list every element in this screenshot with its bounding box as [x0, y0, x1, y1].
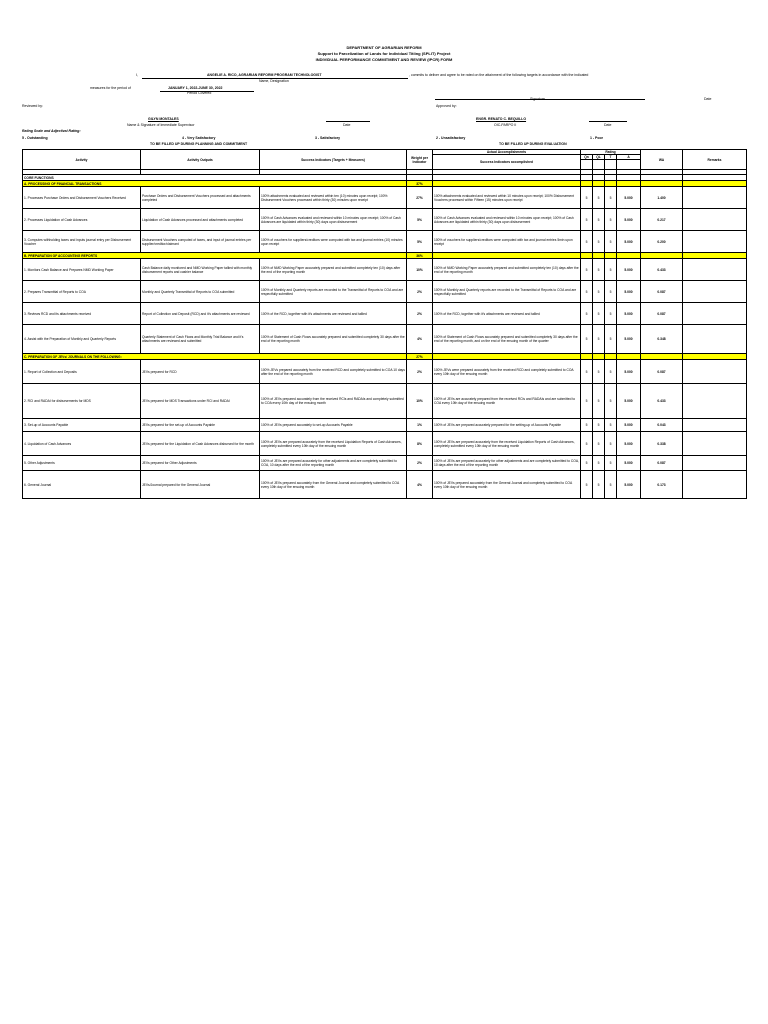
- header-project: Support to Parcelization of Lands for Individual Titling (SPLIT) Project: [317, 51, 451, 56]
- col-wa-header: WA: [641, 150, 683, 170]
- approver-date-label: Date: [604, 123, 612, 127]
- activity-cell: 1. Monitors Cash Balance and Prepares NMD Working Paper: [23, 259, 141, 281]
- a-cell: 5.000: [617, 456, 641, 471]
- approver-caption: OIC-PARPO II: [494, 123, 517, 127]
- section-title: A. PROCESSING OF FINANCIAL TRANSACTIONS: [23, 181, 407, 187]
- weight-cell: 2%: [407, 303, 433, 325]
- actual-cell: 100% of Statement of Cash Flows accurately prepared and submitted completely 30 days after the end of the reporting month, and on the end of the ensuing month of the quarter: [433, 325, 581, 354]
- reviewer-caption: Name & Signature of Immediate Supervisor: [127, 123, 195, 127]
- actual-cell: 100% of JEVs are prepared accurately for other adjustments and are completely submitted to COA, 10 days after the end of the reporting month: [433, 456, 581, 471]
- t-cell: 5: [605, 360, 617, 384]
- outputs-cell: Disbursement Vouchers computed of taxes, and input of journal entries per supplier/creditor/claimant: [141, 231, 260, 253]
- employee-name-caption: Name, Designation: [259, 79, 289, 83]
- outputs-cell: JEVs prepared for the Liquidation of Cash Advances disbursed for the month: [141, 432, 260, 456]
- indicators-cell: 100% of Monthly and Quarterly reports are recorded to the Transmittal of Reports to COA and are respectfully submitted: [260, 281, 407, 303]
- activity-cell: 5. Other Adjustments: [23, 456, 141, 471]
- wa-cell: 0.087: [641, 360, 683, 384]
- a-cell: 5.000: [617, 325, 641, 354]
- rating-outstanding: 5 - Outstanding: [22, 136, 48, 140]
- outputs-cell: Quarterly Statement of Cash Flows and Monthly Trial Balance and it's attachments are reviewed and submitted: [141, 325, 260, 354]
- remarks-cell: [683, 209, 747, 231]
- t-cell: 5: [605, 209, 617, 231]
- weight-cell: 2%: [407, 360, 433, 384]
- reviewer-date-line: [326, 121, 370, 122]
- a-cell: 5.000: [617, 209, 641, 231]
- measures-label: measures for the period of: [90, 86, 131, 90]
- remarks-cell: [683, 419, 747, 432]
- table-row: [23, 259, 747, 281]
- wa-cell: 0.087: [641, 303, 683, 325]
- section-title: C. PREPARATION OF JEVs/ JOURNALS ON THE FOLLOWING:: [23, 354, 407, 360]
- t-cell: 5: [605, 187, 617, 209]
- qn-cell: 5: [581, 432, 593, 456]
- section-weight: 37%: [407, 181, 433, 187]
- a-cell: 5.000: [617, 471, 641, 499]
- ql-cell: 5: [593, 471, 605, 499]
- remarks-cell: [683, 187, 747, 209]
- outputs-cell: Monthly and Quarterly Transmittal of Reports to COA submitted: [141, 281, 260, 303]
- a-cell: 5.000: [617, 419, 641, 432]
- outputs-cell: JEVs prepared for the set-up of Accounts Payable: [141, 419, 260, 432]
- section-weight: 36%: [407, 253, 433, 259]
- t-cell: 5: [605, 325, 617, 354]
- activity-cell: 3. Reviews RCD and its attachments received: [23, 303, 141, 325]
- table-row: [23, 471, 747, 499]
- activity-cell: 2. RCI and RADAI for disbursements for MDS: [23, 384, 141, 419]
- wa-cell: 0.348: [641, 325, 683, 354]
- wa-cell: 0.217: [641, 209, 683, 231]
- approver-date-line: [589, 121, 627, 122]
- table-row: [23, 209, 747, 231]
- outputs-cell: JEVs/Journal prepared for the General Journal: [141, 471, 260, 499]
- a-cell: 5.000: [617, 303, 641, 325]
- actual-cell: 100% JEVs were prepared accurately from the received RCD and completely submitted to COA every 10th day of the ensuing month: [433, 360, 581, 384]
- a-cell: 5.000: [617, 259, 641, 281]
- col-qn-header: Qn: [581, 155, 593, 160]
- table-row: [23, 281, 747, 303]
- activity-cell: 6. General Journal: [23, 471, 141, 499]
- qn-cell: 5: [581, 209, 593, 231]
- weight-cell: 5%: [407, 231, 433, 253]
- rating-poor: 1 - Poor: [590, 136, 604, 140]
- indicators-cell: 100% JEVs prepared accurately from the received RCD and completely submitted to COA 10 days after the end of the reporting month: [260, 360, 407, 384]
- wa-cell: 0.200: [641, 231, 683, 253]
- indicators-cell: 100% of JEVs prepared accurately from the General Journal and completely submitted to COA every 10th day of the ensuing month: [260, 471, 407, 499]
- indicators-cell: 100% of NMD Working Paper accurately prepared and submitted completely ten (10) days after the end of the reporting month: [260, 259, 407, 281]
- indicators-cell: 100% of Cash Advances evaluated and reviewed within 10 minutes upon receipt; 100% of Cash Advances are liquidated within thirty (30) days upon disbursement: [260, 209, 407, 231]
- table-row: [23, 456, 747, 471]
- outputs-cell: Report of Collection and Deposit (RCD) and it's attachments are reviewed: [141, 303, 260, 325]
- col-weight-header: Weight per Indicator: [407, 150, 433, 170]
- remarks-cell: [683, 259, 747, 281]
- qn-cell: 5: [581, 325, 593, 354]
- activity-cell: 1. Report of Collection and Deposits: [23, 360, 141, 384]
- table-row: [23, 360, 747, 384]
- t-cell: 5: [605, 303, 617, 325]
- table-row: [23, 384, 747, 419]
- reviewed-by-label: Reviewed by:: [22, 104, 44, 108]
- employee-name: ANGELIE A. RICO, AGRARIAN REFORM PROGRAM TECHNOLOGIST: [207, 73, 322, 77]
- activity-cell: 1. Processes Purchase Orders and Disbursement Vouchers Received: [23, 187, 141, 209]
- actual-cell: 100% of NMD Working Paper accurately prepared and submitted completely ten (10) days after the end of the reporting month: [433, 259, 581, 281]
- indicators-cell: 100% of the RCD, together with it's attachments are reviewed and tallied: [260, 303, 407, 325]
- indicators-cell: 100% of JEVs are prepared accurately from the received Liquidation Reports of Cash Advances, completely submitted every 10th day of the ensuing month: [260, 432, 407, 456]
- ql-cell: 5: [593, 209, 605, 231]
- actual-cell: 100% of the RCD, together with it's attachments are reviewed and tallied: [433, 303, 581, 325]
- weight-cell: 8%: [407, 432, 433, 456]
- ql-cell: 5: [593, 303, 605, 325]
- wa-cell: 0.338: [641, 432, 683, 456]
- weight-cell: 10%: [407, 259, 433, 281]
- outputs-cell: JEVs prepared for MDS Transactions under RCI and RADAI: [141, 384, 260, 419]
- weight-cell: 1%: [407, 419, 433, 432]
- qn-cell: 5: [581, 384, 593, 419]
- table-row: [23, 432, 747, 456]
- commitment-date-label: Date: [704, 97, 712, 101]
- wa-cell: 0.087: [641, 281, 683, 303]
- actual-cell: 100% of Monthly and Quarterly reports are recorded to the Transmittal of Reports to COA and are respectfully submitted: [433, 281, 581, 303]
- remarks-cell: [683, 384, 747, 419]
- qn-cell: 5: [581, 360, 593, 384]
- qn-cell: 5: [581, 456, 593, 471]
- indicators-cell: 100% of JEVs prepared accurately to set-up Accounts Payable: [260, 419, 407, 432]
- indicators-cell: 100% of Statement of Cash Flows accurately prepared and submitted completely 30 days after the end of the reporting month: [260, 325, 407, 354]
- activity-cell: 2. Processes Liquidation of Cash Advances: [23, 209, 141, 231]
- wa-cell: 0.043: [641, 419, 683, 432]
- wa-cell: 0.087: [641, 456, 683, 471]
- actual-cell: 100% of JEVs are prepared accurately from the received Liquidation Reports of Cash Advances, completely submitted every 10th day of the ensuing month: [433, 432, 581, 456]
- a-cell: 5.000: [617, 360, 641, 384]
- period-caption: Period Covered: [187, 91, 212, 95]
- reviewer-date-label: Date: [343, 123, 351, 127]
- weight-cell: 4%: [407, 471, 433, 499]
- ql-cell: 5: [593, 325, 605, 354]
- actual-cell: 100% attachments evaluated and reviewed within 10 minutes upon receipt; 100% Disbursement Vouchers processed within Fifteen (15) minutes upon receipt: [433, 187, 581, 209]
- qn-cell: 5: [581, 303, 593, 325]
- section-weight: 27%: [407, 354, 433, 360]
- weight-cell: 27%: [407, 187, 433, 209]
- remarks-cell: [683, 456, 747, 471]
- weight-cell: 10%: [407, 384, 433, 419]
- col-rating-header: Rating: [581, 150, 641, 155]
- table-row: [23, 231, 747, 253]
- t-cell: 5: [605, 259, 617, 281]
- core-functions-label: CORE FUNCTIONS: [23, 175, 407, 181]
- period-covered: JANUARY 1, 2022-JUNE 30, 2022: [168, 86, 223, 90]
- col-indicators-header: Success Indicators (Targets + Measures): [260, 150, 407, 170]
- outputs-cell: Cash Balance daily monitored and NMD Working Paper tallied with monthly disbursement reports and cashier balance: [141, 259, 260, 281]
- outputs-cell: Liquidation of Cash Advances processed and attachments completed: [141, 209, 260, 231]
- wa-cell: 0.433: [641, 259, 683, 281]
- qn-cell: 5: [581, 471, 593, 499]
- ql-cell: 5: [593, 360, 605, 384]
- actual-cell: 100% of JEVs prepared accurately from the General Journal and completely submitted to COA every 10th day of the ensuing month: [433, 471, 581, 499]
- indicators-cell: 100% of JEVs are prepared accurately for other adjustments and are completely submitted to COA, 10 days after the end of the reporting month: [260, 456, 407, 471]
- a-cell: 5.000: [617, 432, 641, 456]
- outputs-cell: Purchase Orders and Disbursement Vouchers processed and attachments completed: [141, 187, 260, 209]
- remarks-cell: [683, 281, 747, 303]
- approved-by-label: Approved by:: [436, 104, 457, 108]
- rating-unsatisfactory: 2 - Unsatisfactory: [436, 136, 466, 140]
- actual-cell: 100% of vouchers for suppliers/creditors were computed with tax and journal entries 5min upon receipt: [433, 231, 581, 253]
- outputs-cell: JEVs prepared for RCD: [141, 360, 260, 384]
- ql-cell: 5: [593, 187, 605, 209]
- a-cell: 5.000: [617, 187, 641, 209]
- qn-cell: 5: [581, 231, 593, 253]
- ql-cell: 5: [593, 281, 605, 303]
- table-row: [23, 325, 747, 354]
- a-cell: 5.000: [617, 384, 641, 419]
- planning-banner: TO BE FILLED UP DURING PLANNING AND COMMITMENT: [150, 142, 248, 146]
- remarks-cell: [683, 471, 747, 499]
- wa-cell: 0.173: [641, 471, 683, 499]
- reviewer-name: GILYN MONTALES: [148, 117, 179, 121]
- ql-cell: 5: [593, 419, 605, 432]
- qn-cell: 5: [581, 187, 593, 209]
- t-cell: 5: [605, 432, 617, 456]
- evaluation-banner: TO BE FILLED UP DURING EVALUATION: [499, 142, 567, 146]
- rating-scale-title: Rating Scale and Adjectival Rating:: [22, 129, 81, 133]
- qn-cell: 5: [581, 281, 593, 303]
- header-agency: DEPARTMENT OF AGRARIAN REFORM: [346, 45, 422, 50]
- col-actual-header: Actual Accomplishments: [433, 150, 581, 155]
- approver-name: ENGR. RENATO C. BEQUILLO: [476, 117, 527, 121]
- remarks-cell: [683, 303, 747, 325]
- indicators-cell: 100% of JEVs prepared accurately from the received RCIs and RADAIs and completely submitted to COA every 10th day of the ensuing month: [260, 384, 407, 419]
- t-cell: 5: [605, 456, 617, 471]
- activity-cell: 2. Prepares Transmittal of Reports to COA: [23, 281, 141, 303]
- indicators-cell: 100% attachments evaluated and reviewed within ten (10) minutes upon receipt; 100% Disbursement Vouchers processed within thirty (30) minutes upon receipt: [260, 187, 407, 209]
- commitment-pronoun: I,: [136, 73, 138, 77]
- t-cell: 5: [605, 384, 617, 419]
- table-row: [23, 187, 747, 209]
- activity-cell: 4. Assist with the Preparation of Monthly and Quarterly Reports: [23, 325, 141, 354]
- table-row: [23, 419, 747, 432]
- ql-cell: 5: [593, 456, 605, 471]
- rating-satisfactory: 3 - Satisfactory: [315, 136, 341, 140]
- weight-cell: 5%: [407, 209, 433, 231]
- qn-cell: 5: [581, 259, 593, 281]
- activity-cell: 4. Liquidation of Cash Advances: [23, 432, 141, 456]
- weight-cell: 4%: [407, 325, 433, 354]
- t-cell: 5: [605, 281, 617, 303]
- wa-cell: 0.433: [641, 384, 683, 419]
- remarks-cell: [683, 325, 747, 354]
- activity-cell: 3. Set-up of Accounts Payable: [23, 419, 141, 432]
- table-row: [23, 303, 747, 325]
- qn-cell: 5: [581, 419, 593, 432]
- col-actual-sub-header: Success Indicators accomplished: [433, 155, 581, 170]
- t-cell: 5: [605, 471, 617, 499]
- outputs-cell: JEVs prepared for Other Adjustments: [141, 456, 260, 471]
- remarks-cell: [683, 432, 747, 456]
- a-cell: 5.000: [617, 231, 641, 253]
- weight-cell: 2%: [407, 456, 433, 471]
- remarks-cell: [683, 360, 747, 384]
- indicators-cell: 100% of vouchers for suppliers/creditors were computed with tax and journal entries (10) minutes upon receipt: [260, 231, 407, 253]
- ipcr-table: [22, 149, 747, 499]
- a-cell: 5.000: [617, 281, 641, 303]
- actual-cell: 100% of Cash Advances evaluated and reviewed within 10 minutes upon receipt; 100% of Cash Advances are liquidated within thirty (30) days upon disbursement: [433, 209, 581, 231]
- col-remarks-header: Remarks: [683, 150, 747, 170]
- col-a-header: A: [617, 155, 641, 160]
- commitment-statement: , commits to deliver and agree to be rated on the attainment of the following targets in accordance with the indicated: [409, 73, 589, 77]
- col-activity-header: Activity: [23, 150, 141, 170]
- actual-cell: 100% of JEVs are prepared accurately prepared for the setting-up of Accounts Payable: [433, 419, 581, 432]
- wa-cell: 1.400: [641, 187, 683, 209]
- col-ql-header: QL: [593, 155, 605, 160]
- ql-cell: 5: [593, 231, 605, 253]
- activity-cell: 3. Computes withholding taxes and inputs journal entry per Disbursement Voucher: [23, 231, 141, 253]
- actual-cell: 100% of JEVs are accurately prepared from the received RCIs and RADAIs and are submitted to COA every 10th day of the ensuing month: [433, 384, 581, 419]
- header-form-title: INDIVIDUAL PERFORMANCE COMMITMENT AND REVIEW (IPCR) FORM: [315, 57, 453, 62]
- col-t-header: T: [605, 155, 617, 160]
- weight-cell: 2%: [407, 281, 433, 303]
- t-cell: 5: [605, 419, 617, 432]
- rating-very-satisfactory: 4 - Very Satisfactory: [182, 136, 216, 140]
- ql-cell: 5: [593, 259, 605, 281]
- col-outputs-header: Activity Outputs: [141, 150, 260, 170]
- signature-label: Signature: [530, 97, 545, 101]
- remarks-cell: [683, 231, 747, 253]
- t-cell: 5: [605, 231, 617, 253]
- ql-cell: 5: [593, 432, 605, 456]
- section-title: B. PREPARATION OF ACCOUNTING REPORTS: [23, 253, 407, 259]
- ql-cell: 5: [593, 384, 605, 419]
